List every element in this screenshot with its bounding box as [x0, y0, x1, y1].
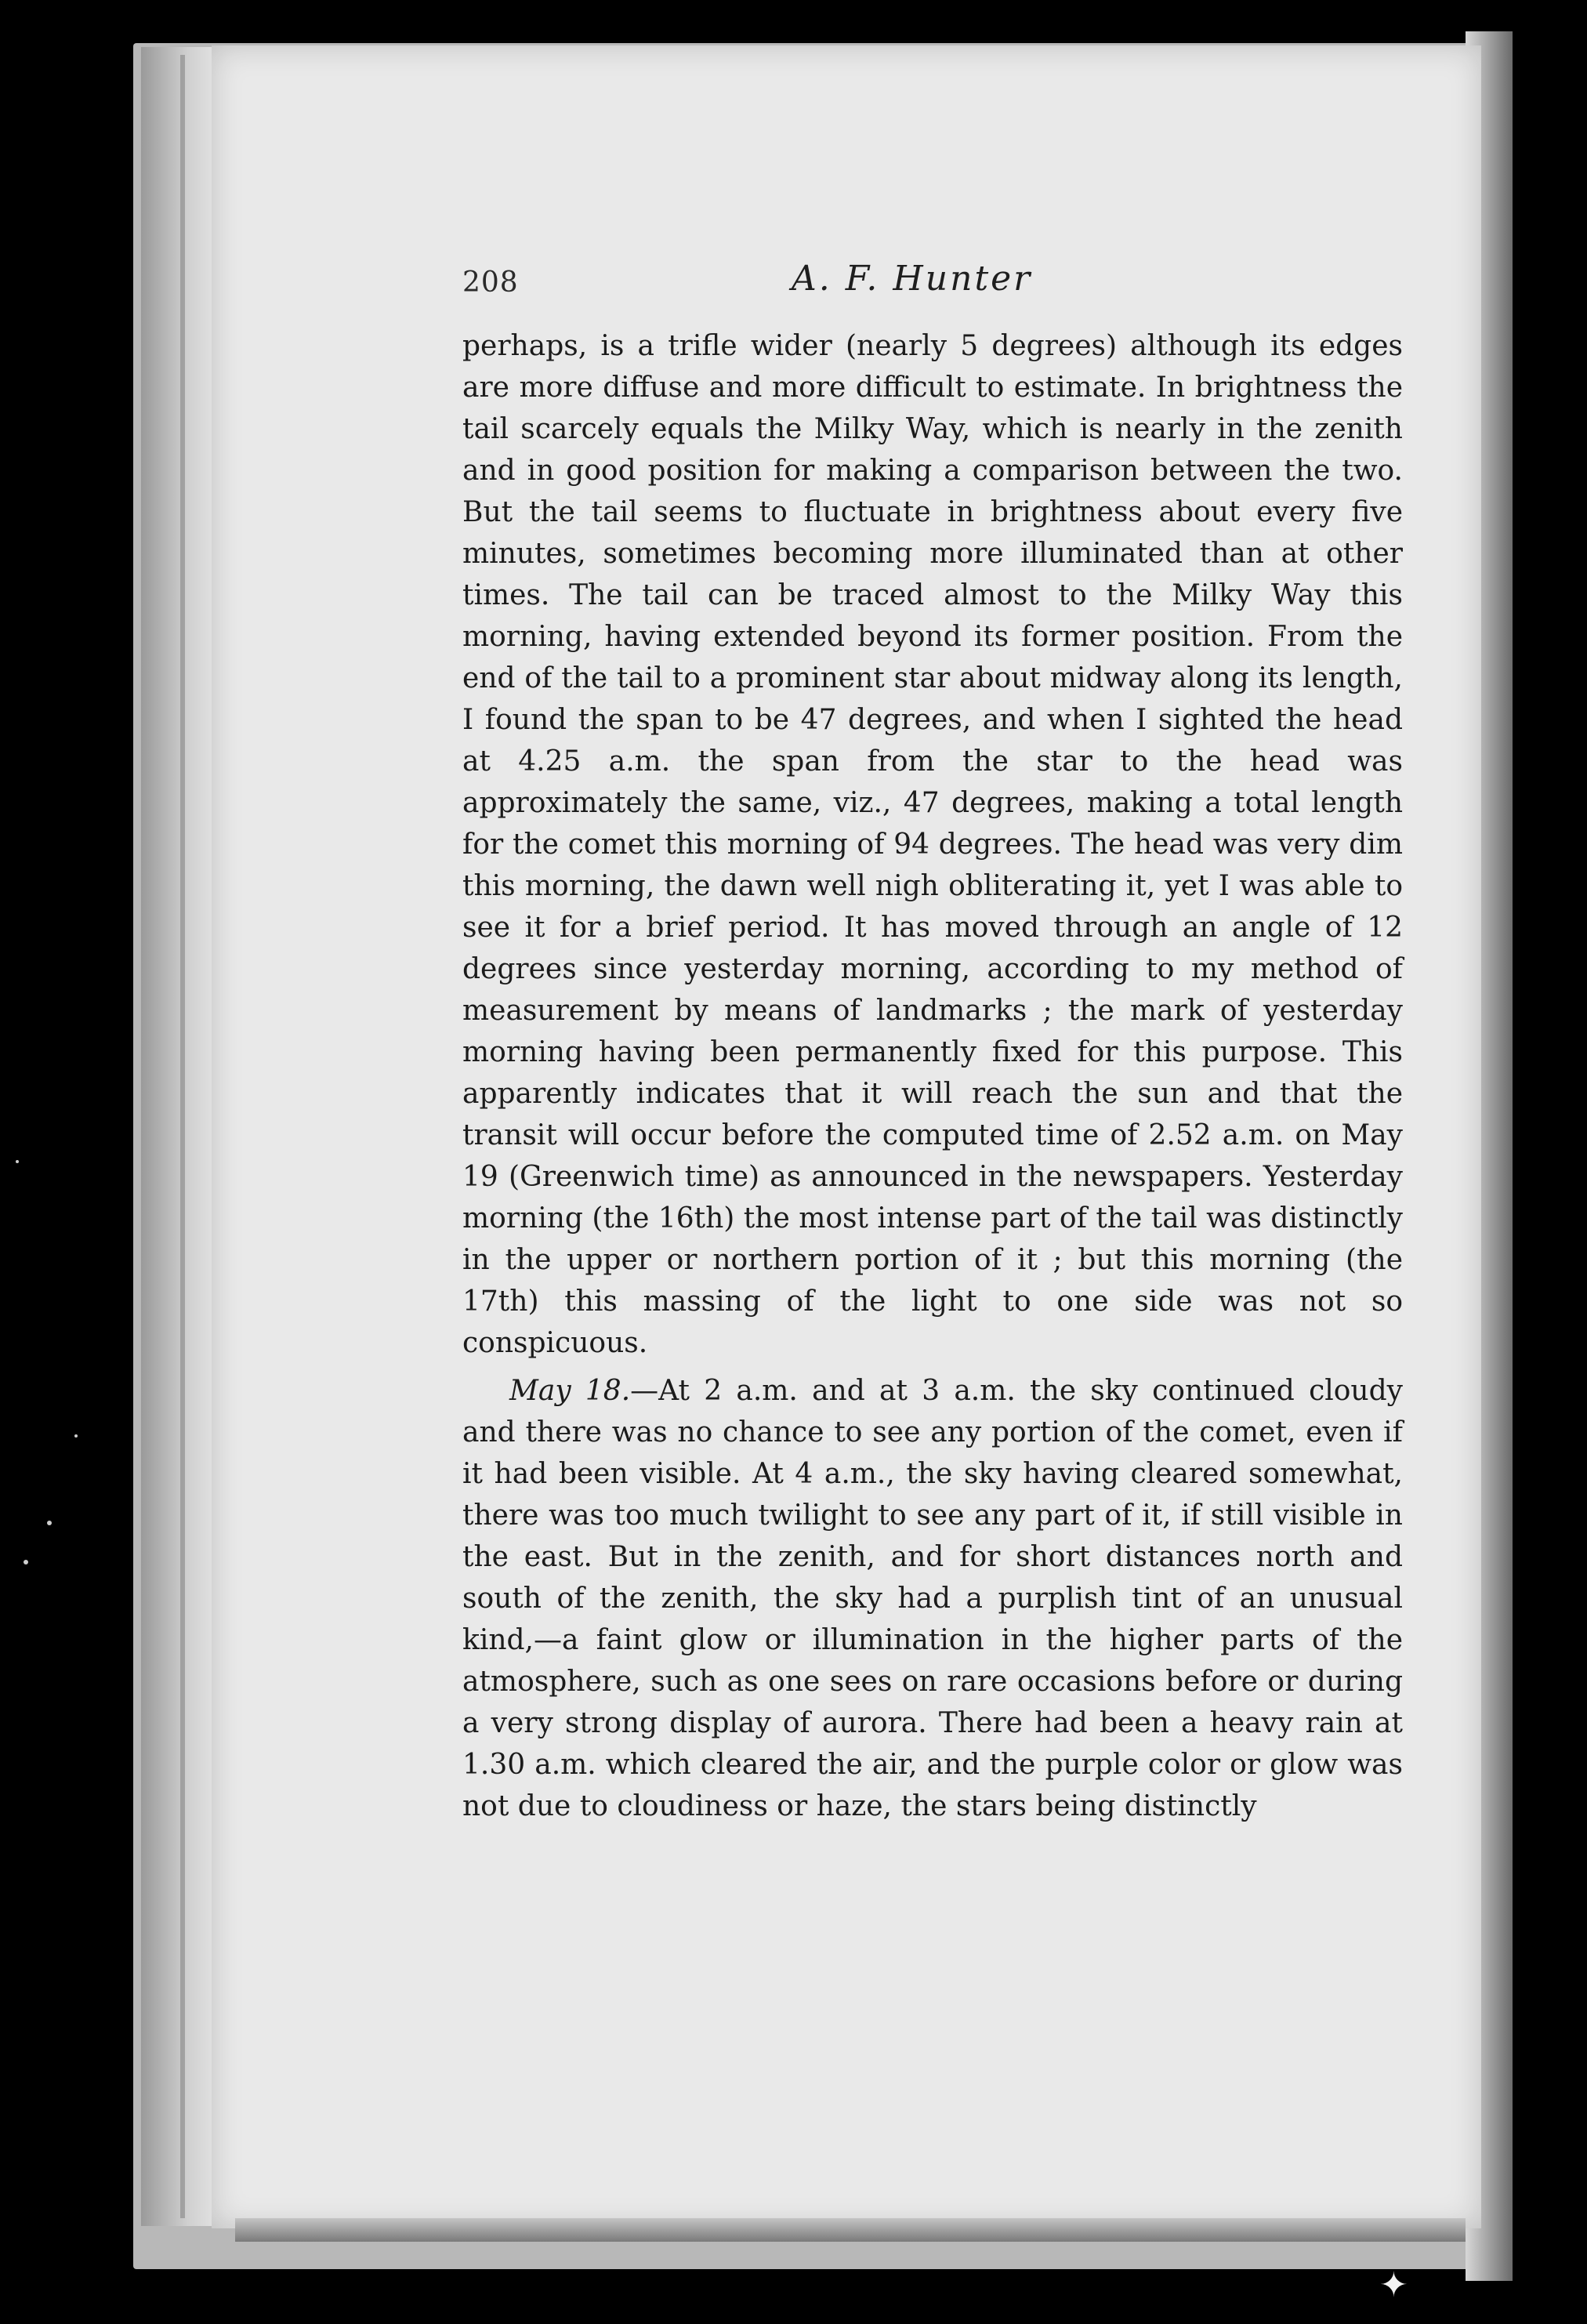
gutter-fold: [180, 55, 185, 2218]
entry-text: —At 2 a.m. and at 3 a.m. the sky continued cloudy and there was no chance to see any portion of the comet, even if it had been visible. At 4 a.m., the sky having cleared somewhat, there was too much twilight to see any part of it, if still visible in the east. But in the zenith, and for short distances north and south of the zenith, the sky had a purplish tint of an unusual kind,—a faint glow or illumination in the higher parts of the atmosphere, such as one sees on rare occasions before or during a very strong display of aurora. There had been a heavy rain at 1.30 a.m. which cleared the air, and the purple color or glow was not due to cloudiness or haze, the stars being distinctly: [462, 1375, 1403, 1822]
bottom-page-edge: [235, 2218, 1466, 2242]
scan-speck: [16, 1160, 19, 1163]
paragraph-dated-entry: [462, 1370, 1403, 1827]
paragraph: perhaps, is a trifle wider (nearly 5 degrees) although its edges are more diffuse and more difficult to estimate. In brightness the tail scarcely equals the Milky Way, which is nearly in the zenith and in good position for making a comparison between the two. But the tail seems to fluctuate in brightness about every five minutes, sometimes becoming more illuminated than at other times. The tail can be traced almost to the Milky Way this morning, having extended beyond its former position. From the end of the tail to a prominent star about midway along its length, I found the span to be 47 degrees, and when I sighted the head at 4.25 a.m. the span from the star to the head was approximately the same, viz., 47 degrees, making a total length for the comet this morning of 94 degrees. The head was very dim this morning, the dawn well nigh obliterating it, yet I was able to see it for a brief period. It has moved through an angle of 12 degrees since yesterday morning, according to my method of measurement by means of landmarks ; the mark of yesterday morning having been permanently fixed for this purpose. This apparently indicates that it will reach the sun and that the transit will occur before the computed time of 2.52 a.m. on May 19 (Greenwich time) as announced in the newspapers. Yesterday morning (the 16th) the most intense part of the tail was distinctly in the upper or northern portion of it ; but this morning (the 17th) this massing of the light to one side was not so conspicuous.: [462, 330, 1404, 1359]
scan-speck: [24, 1560, 28, 1564]
page-body: [462, 325, 1403, 1827]
entry-date: May 18.: [509, 1375, 631, 1407]
page-number: 208: [462, 266, 519, 299]
running-head: A. F. Hunter: [792, 259, 1033, 299]
scan-speck: [74, 1434, 78, 1438]
page-header: [462, 259, 1403, 306]
scan-corner-mark: ✦: [1379, 2265, 1408, 2305]
scan-speck: [47, 1521, 52, 1525]
